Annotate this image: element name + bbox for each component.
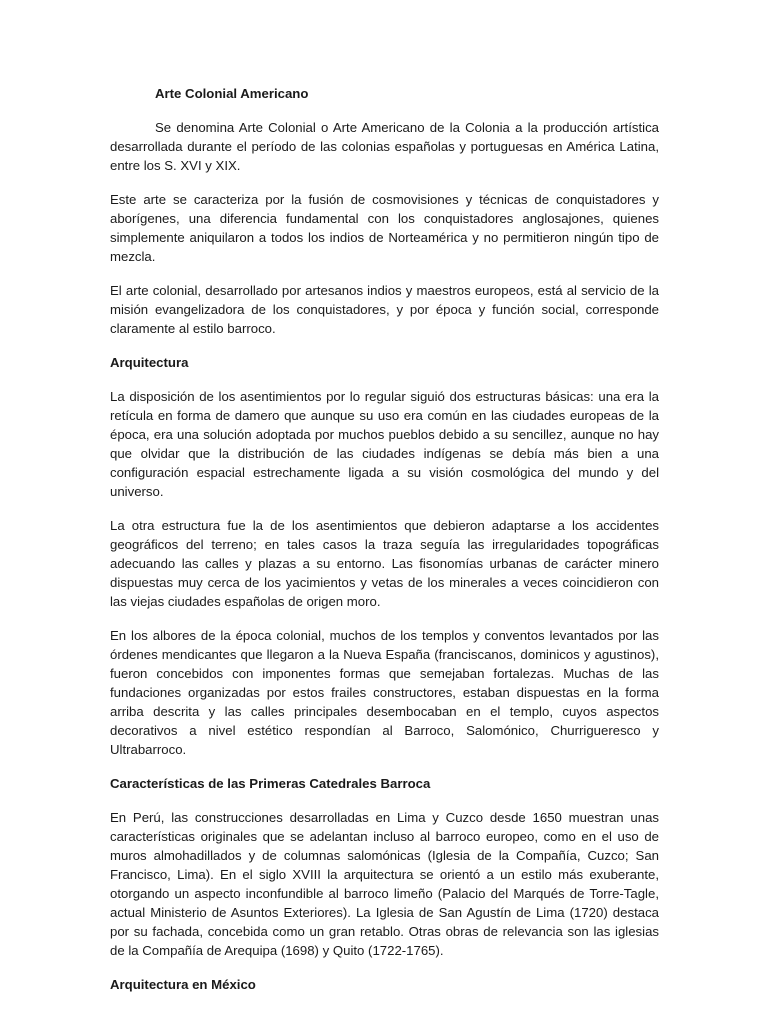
heading-arquitectura: Arquitectura [110, 355, 189, 370]
paragraph-barroco: El arte colonial, desarrollado por artesanos indios y maestros europeos, está al servicio de la misión evangelizadora de los conquistadores, y por época y función social, corresponde claramente al estilo barroco. [110, 283, 659, 336]
intro-paragraph: Se denomina Arte Colonial o Arte Americano de la Colonia a la producción artística desarrollada durante el período de las colonias españolas y portuguesas en América Latina, entre los S. XVI y XIX. [110, 120, 659, 173]
heading-mexico: Arquitectura en México [110, 977, 256, 992]
paragraph-otra-estructura: La otra estructura fue la de los asentimientos que debieron adaptarse a los accidentes geográficos del terreno; en tales casos la traza seguía las irregularidades topográficas adecuando las calles y plazas a su entorno. Las fisonomías urbanas de carácter minero dispuestas muy cerca de los yacimientos y vetas de los minerales a veces coincidieron con las viejas ciudades españolas de origen moro. [110, 518, 659, 609]
document-page [110, 84, 659, 1009]
document-title: Arte Colonial Americano [155, 86, 309, 101]
paragraph-albores: En los albores de la época colonial, muchos de los templos y conventos levantados por las órdenes mendicantes que llegaron a la Nueva España (franciscanos, dominicos y agustinos), fueron concebidos con imponentes formas que semejaban fortalezas. Muchas de las fundaciones organizadas por estos frailes constructores, estaban dispuestas en la forma arriba descrita y las calles principales desembocaban en el templo, cuyos aspectos decorativos a nivel estético respondían al Barroco, Salomónico, Churrigueresco y Ultrabarroco. [110, 628, 659, 757]
paragraph-fusion: Este arte se caracteriza por la fusión de cosmovisiones y técnicas de conquistadores y aborígenes, una diferencia fundamental con los conquistadores anglosajones, quienes simplemente aniquilaron a todos los indios de Norteamérica y no permitieron ningún tipo de mezcla. [110, 192, 659, 264]
paragraph-asentimientos: La disposición de los asentimientos por lo regular siguió dos estructuras básicas: una era la retícula en forma de damero que aunque su uso era común en las ciudades europeas de la época, era una solución adoptada por muchos pueblos debido a su sencillez, aunque no hay que olvidar que la distribución de las ciudades indígenas se debía más bien a una configuración espacial estrechamente ligada a su visión cosmológica del mundo y del universo. [110, 389, 659, 499]
paragraph-peru: En Perú, las construcciones desarrolladas en Lima y Cuzco desde 1650 muestran unas características originales que se adelantan incluso al barroco europeo, como en el uso de muros almohadillados y de columnas salomónicas (Iglesia de la Compañía, Cuzco; San Francisco, Lima). En el siglo XVIII la arquitectura se orientó a un estilo más exuberante, otorgando un aspecto inconfundible al barroco limeño (Palacio del Marqués de Torre-Tagle, actual Ministerio de Asuntos Exteriores). La Iglesia de San Agustín de Lima (1720) destaca por su fachada, concebida como un gran retablo. Otras obras de relevancia son las iglesias de la Compañía de Arequipa (1698) y Quito (1722-1765). [110, 810, 659, 958]
heading-catedrales: Características de las Primeras Catedrales Barroca [110, 776, 431, 791]
